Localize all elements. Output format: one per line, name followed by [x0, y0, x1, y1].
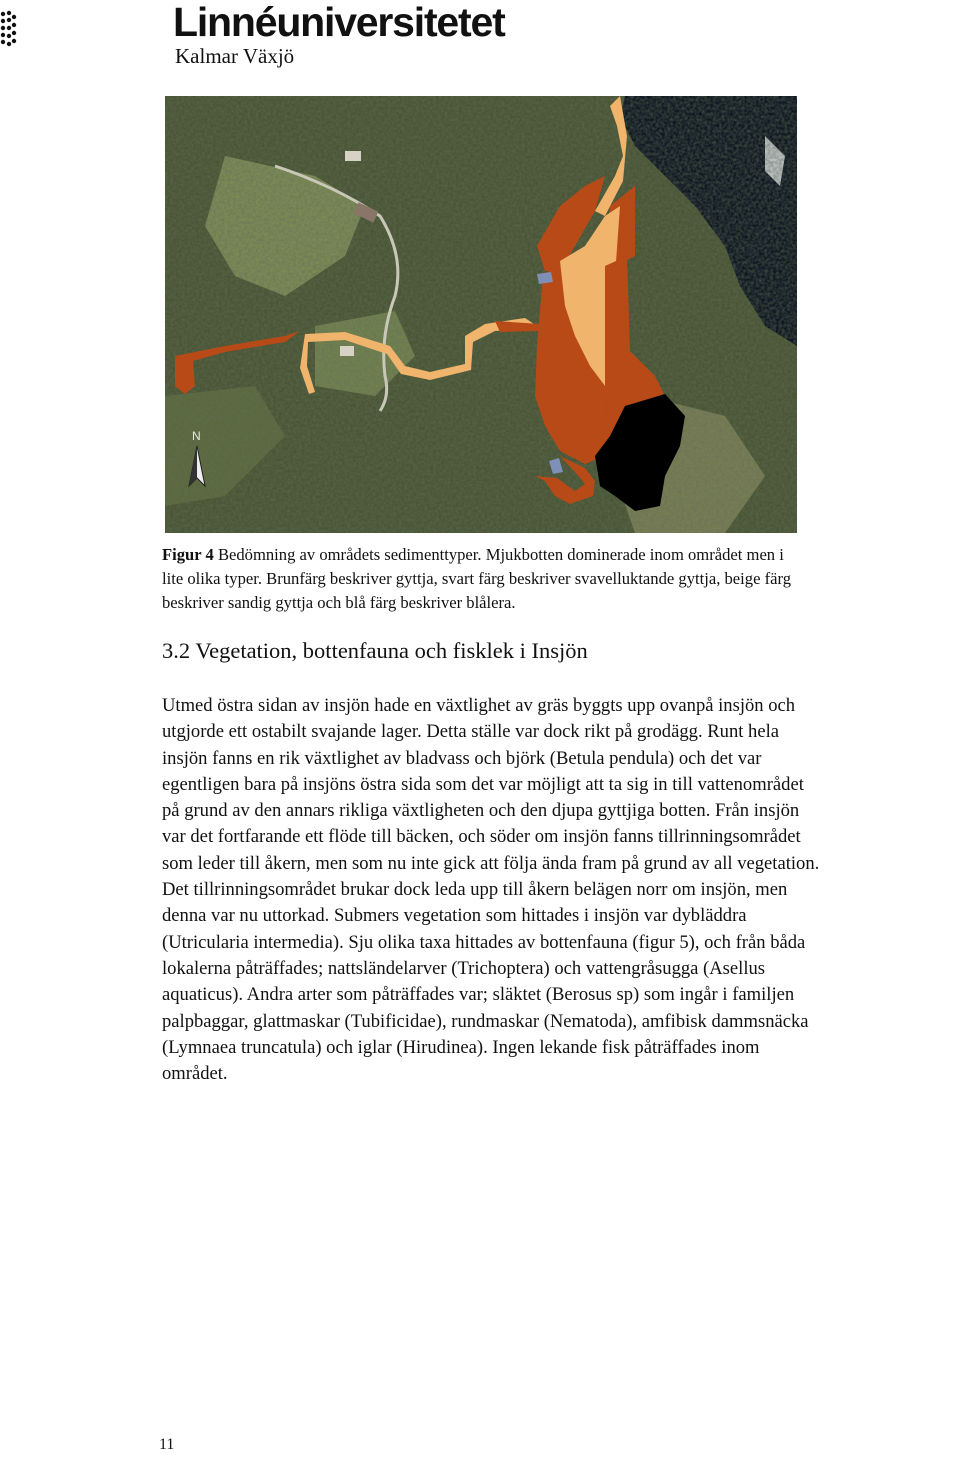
university-subtitle: Kalmar Växjö — [175, 44, 295, 68]
photo-grain — [165, 96, 797, 533]
sediment-map-figure — [165, 96, 797, 533]
page-number: 11 — [159, 1436, 175, 1453]
section-heading: 3.2 Vegetation, bottenfauna och fisklek i Insjön — [162, 638, 588, 663]
caption-text: Bedömning av områdets sedimenttyper. Mjukbotten dominerade inom området men i lite olika typer. Brunfärg beskriver gyttja, svart färg beskriver svavelluktande gyttja, beige färg beskriver sandig gyttja och blå färg beskriver blålera. — [162, 545, 791, 612]
sediment-map — [165, 96, 797, 533]
university-logo-icon — [0, 8, 18, 52]
building — [340, 346, 354, 356]
building — [345, 151, 361, 161]
figure-caption — [162, 543, 802, 615]
section-body: Utmed östra sidan av insjön hade en växtlighet av gräs byggts upp ovanpå insjön och utgjorde ett ostabilt svajande lager. Detta ställe var dock rikt på grodägg. Runt hela insjön fanns en rik växtlighet av bladvass och björk (Betula pendula) och det var egentligen bara på insjöns östra sida som det var möjligt att ta sig in till vattenområdet på grund av den annars rikliga växtligheten och den djupa gyttjiga botten. Från insjön var det fortfarande ett flöde till bäcken, och söder om insjön fanns tillrinningsområdet som leder till åkern, men som nu inte gick att följa ända fram på grund av all vegetation. Det tillrinningsområdet brukar dock leda upp till åkern belägen norr om insjön, men denna var nu uttorkad. Submers vegetation som hittades i insjön var dybläddra (Utricularia intermedia). Sju olika taxa hittades av bottenfauna (figur 5), och från båda lokalerna påträffades; nattsländelarver (Trichoptera) och vattengråsugga (Asellus aquaticus). Andra arter som påträffades var; släktet (Berosus sp) som ingår i familjen palpbaggar, glattmaskar (Tubificidae), rundmaskar (Nematoda), amfibisk dammsnäcka (Lymnaea truncatula) och iglar (Hirudinea). Ingen lekande fisk påträffades inom området. — [162, 695, 820, 1085]
caption-label: Figur 4 — [162, 545, 214, 564]
north-label: N — [192, 429, 201, 443]
sediment-blalera — [537, 272, 553, 284]
university-name: Linnéuniversitetet — [173, 0, 505, 45]
